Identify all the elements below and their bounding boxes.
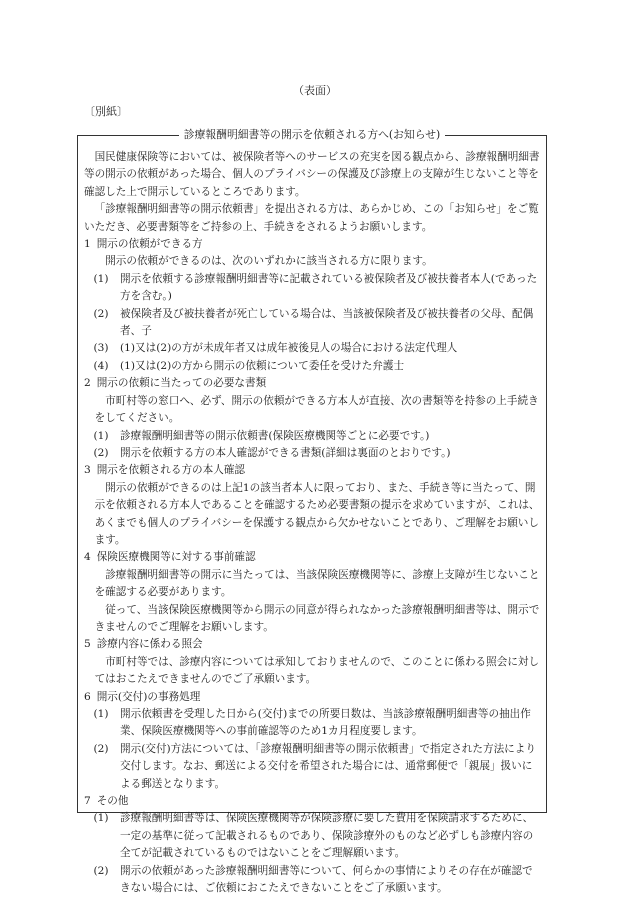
list-item-text: 診療報酬明細書等は、保険医療機関等が保険診療に要した費用を保険請求するために、一定の基準に従って記載されるものであり、保険診療外のものなど必ずしも診療内容の全てが記載されているものではないことをご理解願います。 — [120, 812, 534, 860]
section-heading — [84, 636, 540, 653]
list-item — [84, 340, 540, 357]
notice-box — [77, 128, 547, 895]
notice-title: 診療報酬明細書等の開示を依頼される方へ(お知らせ) — [179, 127, 445, 143]
list-item-number: (2) — [93, 446, 109, 459]
section-number: 2 — [84, 377, 91, 390]
list-item-text: 開示を依頼する方の本人確認ができる書類(詳細は裏面のとおりです。) — [120, 446, 451, 459]
list-item — [84, 428, 540, 445]
list-item-number: (1) — [93, 812, 109, 825]
list-item-number: (1) — [93, 429, 109, 442]
list-item-text: 開示(交付)方法については、「診療報酬明細書等の開示依頼書」で指定された方法により交付します。なお、郵送による交付を希望された場合には、通常郵便で「親展」扱いによる郵送となります。 — [120, 742, 536, 790]
section-heading — [84, 793, 540, 810]
section-paragraph: 市町村等の窓口へ、必ず、開示の依頼ができる方本人が直接、次の書類等を持参の上手続きをしてください。 — [94, 394, 539, 425]
section-heading-text: 開示の依頼に当たっての必要な書類 — [96, 377, 267, 390]
list-item — [84, 810, 540, 862]
annex-label: 〔別紙〕 — [84, 105, 128, 118]
list-item-text: 被保険者及び被扶養者が死亡している場合は、当該被保険者及び被扶養者の父母、配偶者、子 — [120, 307, 534, 338]
section-3 — [84, 462, 540, 549]
section-heading-text: 開示の依頼ができる方 — [96, 238, 203, 251]
list-item-text: 開示の依頼があった診療報酬明細書等について、何らかの事情によりその存在が確認できない場合には、ご依頼におこたえできないことをご了承願います。 — [120, 864, 533, 895]
section-2 — [84, 375, 540, 462]
list-item-text: (1)又は(2)の方が未成年者又は成年被後見人の場合における法定代理人 — [120, 342, 458, 355]
section-number: 3 — [84, 464, 91, 477]
list-item-number: (2) — [93, 864, 109, 877]
list-item — [84, 445, 540, 462]
intro-paragraph: 「診療報酬明細書等の開示依頼書」を提出される方は、あらかじめ、この「お知らせ」をご覧いただき、必要書類等をご持参の上、手続きをされるようお願いします。 — [84, 203, 539, 233]
list-item — [84, 306, 540, 341]
section-heading-text: 保険医療機関等に対する事前確認 — [96, 551, 256, 564]
section-number: 1 — [84, 238, 91, 251]
list-item-text: 診療報酬明細書等の開示依頼書(保険医療機関等ごとに必要です。) — [120, 429, 430, 442]
notice-body — [84, 149, 540, 897]
title-rule-left — [78, 135, 179, 136]
section-heading — [84, 236, 540, 253]
intro-paragraph: 国民健康保険等においては、被保険者等へのサービスの充実を図る観点から、診療報酬明細書等の開示の依頼があった場合、個人のプライバシーの保護及び診療上の支障が生じないこと等を確認した上で開示しているところであります。 — [84, 151, 540, 198]
list-item-number: (1) — [93, 708, 109, 720]
notice-title-bar — [78, 127, 546, 143]
section-paragraph: 従って、当該保険医療機関等から開示の同意が得られなかった診療報酬明細書等は、開示できませんのでご理解をお願いします。 — [94, 603, 540, 633]
section-heading — [84, 689, 540, 706]
section-5 — [84, 636, 540, 688]
list-item-text: 開示依頼書を受理した日から(交付)までの所要日数は、当該診療報酬明細書等の抽出作業、保険医療機関等への事前確認等のため1カ月程度要します。 — [120, 708, 531, 738]
list-item-number: (4) — [93, 359, 109, 372]
list-item-text: 開示を依頼する診療報酬明細書等に記載されている被保険者及び被扶養者本人(であった方を含む。) — [120, 272, 538, 303]
section-heading — [84, 462, 540, 479]
section-paragraph: 市町村等では、診療内容については承知しておりませんので、このことに係わる照会に対してはおこたえできませんのでご了承願います。 — [94, 655, 540, 686]
section-paragraph: 開示の依頼ができるのは、次のいずれかに該当される方に限ります。 — [105, 255, 433, 268]
list-item — [84, 741, 540, 793]
section-1 — [84, 236, 540, 375]
section-6 — [84, 689, 540, 793]
section-heading-text: その他 — [96, 795, 129, 808]
section-4 — [84, 549, 540, 636]
section-paragraph: 開示の依頼ができるのは上記1の該当者本人に限っており、また、手続き等に当たって、開示を依頼される方本人であることを確認するため必要書類の提示を求めていますが、これは、あくまでも個人のプライバシーを保護する観点から欠かせないことであり、ご理解をお願いします。 — [94, 481, 540, 546]
section-heading — [84, 549, 540, 566]
list-item-number: (3) — [93, 342, 109, 355]
section-heading — [84, 375, 540, 392]
section-number: 4 — [84, 551, 91, 564]
section-number: 7 — [84, 795, 91, 808]
section-heading-text: 開示(交付)の事務処理 — [96, 690, 201, 703]
title-rule-right — [445, 135, 546, 136]
list-item-text: (1)又は(2)の方から開示の依頼について委任を受けた弁護士 — [120, 359, 405, 372]
section-paragraph: 診療報酬明細書等の開示に当たっては、当該保険医療機関等に、診療上支障が生じないことを確認する必要があります。 — [94, 568, 540, 599]
section-heading-text: 開示を依頼される方の本人確認 — [96, 464, 246, 477]
list-item-number: (2) — [93, 742, 109, 755]
list-item — [84, 706, 540, 741]
list-item — [84, 358, 540, 375]
list-item — [84, 863, 540, 898]
section-number: 6 — [84, 690, 91, 703]
section-number: 5 — [84, 638, 91, 651]
page-side-label: （表面） — [293, 84, 337, 97]
section-heading-text: 診療内容に係わる照会 — [96, 638, 203, 651]
list-item-number: (1) — [93, 272, 109, 285]
list-item — [84, 271, 540, 306]
list-item-number: (2) — [93, 307, 109, 320]
section-7 — [84, 793, 540, 897]
